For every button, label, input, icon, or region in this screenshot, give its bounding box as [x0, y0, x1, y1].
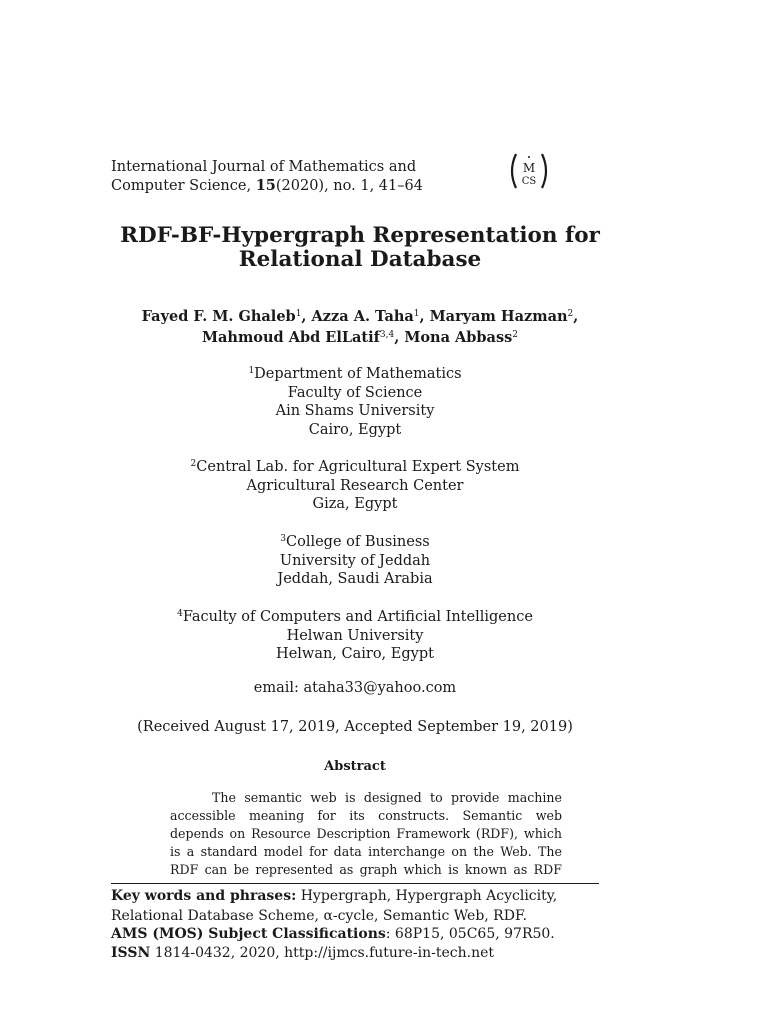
affiliation-marker: 3 [280, 534, 286, 544]
issn-label: ISSN [111, 945, 151, 961]
author-name: Fayed F. M. Ghaleb [141, 308, 296, 325]
affiliation-line: Faculty of Science [287, 384, 423, 401]
author-affiliation-marker: 2 [512, 330, 519, 340]
author-separator: , [301, 308, 312, 325]
affiliation-marker: 4 [177, 609, 183, 619]
journal-citation-prefix: Computer Science, [111, 178, 256, 194]
author-affiliation-marker: 1 [413, 309, 420, 319]
abstract-body [170, 789, 562, 877]
author-separator: , [394, 329, 405, 346]
issn-footnote [111, 944, 601, 964]
journal-citation-suffix: (2020), no. 1, 41–64 [275, 178, 423, 194]
author-name: Maryam Hazman [429, 308, 568, 325]
author-affiliation-marker: 2 [567, 309, 574, 319]
affiliation-marker: 1 [248, 366, 255, 376]
affiliation-3 [60, 530, 650, 589]
ams-text: : 68P15, 05C65, 97R50. [385, 926, 555, 942]
footnote-divider [111, 883, 599, 884]
author-line-2 [60, 326, 660, 347]
affiliation-line: University of Jeddah [279, 552, 431, 569]
journal-volume: 15 [255, 177, 276, 194]
affiliation-line: Ain Shams University [275, 403, 435, 420]
abstract-heading: Abstract [324, 759, 386, 774]
author-affiliation-marker: 1 [295, 309, 302, 319]
contact-email: email: ataha33@yahoo.com [253, 680, 457, 696]
affiliation-line: College of Business [286, 534, 430, 550]
author-list [60, 305, 660, 347]
paper-title [60, 224, 660, 272]
svg-text:CS: CS [521, 176, 537, 187]
svg-text:M: M [522, 161, 536, 175]
abstract-text: The semantic web is designed to provide machine accessible meaning for its constructs. Semantic web depends on Resource Description Framework (RDF), which is a standard model for data interchange on the Web. The RDF can be represented as graph which is known as RDF [170, 790, 562, 877]
author-affiliation-marker: 3,4 [379, 330, 395, 340]
affiliation-2 [60, 455, 650, 514]
author-separator: , [573, 308, 579, 325]
affiliation-line: Helwan, Cairo, Egypt [276, 646, 434, 663]
affiliation-marker: 2 [190, 459, 197, 469]
journal-name-line: International Journal of Mathematics and [111, 159, 417, 175]
paper-title-line-1: RDF-BF-Hypergraph Representation for [120, 223, 600, 248]
ijmcs-logo-icon [507, 150, 551, 192]
keywords-footnote [111, 887, 601, 926]
affiliation-line: Central Lab. for Agricultural Expert System [196, 459, 520, 475]
affiliation-1 [60, 362, 650, 440]
affiliation-line: Helwan University [286, 627, 424, 644]
affiliation-line: Department of Mathematics [254, 366, 462, 382]
affiliation-line: Cairo, Egypt [308, 422, 402, 439]
received-accepted-dates: (Received August 17, 2019, Accepted September 19, 2019) [137, 719, 573, 735]
keywords-label: Key words and phrases: [111, 888, 297, 904]
ams-label: AMS (MOS) Subject Classifications [111, 926, 386, 942]
keywords-text: Hypergraph, Hypergraph Acyclicity, Relational Database Scheme, α-cycle, Semantic Web, RDF. [111, 888, 558, 924]
author-name: Mahmoud Abd ElLatif [201, 329, 380, 346]
author-name: Mona Abbass [404, 329, 513, 346]
issn-text: 1814-0432, 2020, http://ijmcs.future-in-tech.net [150, 945, 495, 961]
affiliation-line: Giza, Egypt [312, 496, 398, 513]
author-name: Azza A. Taha [311, 308, 414, 325]
affiliation-line: Agricultural Research Center [246, 477, 464, 494]
paper-title-line-2: Relational Database [238, 247, 482, 272]
affiliation-4 [60, 605, 650, 664]
journal-citation-line [111, 176, 423, 196]
author-line-1 [60, 305, 660, 326]
affiliation-line: Faculty of Computers and Artificial Intelligence [182, 609, 533, 625]
author-separator: , [419, 308, 430, 325]
affiliation-line: Jeddah, Saudi Arabia [277, 571, 433, 588]
ams-classification-footnote [111, 925, 601, 945]
